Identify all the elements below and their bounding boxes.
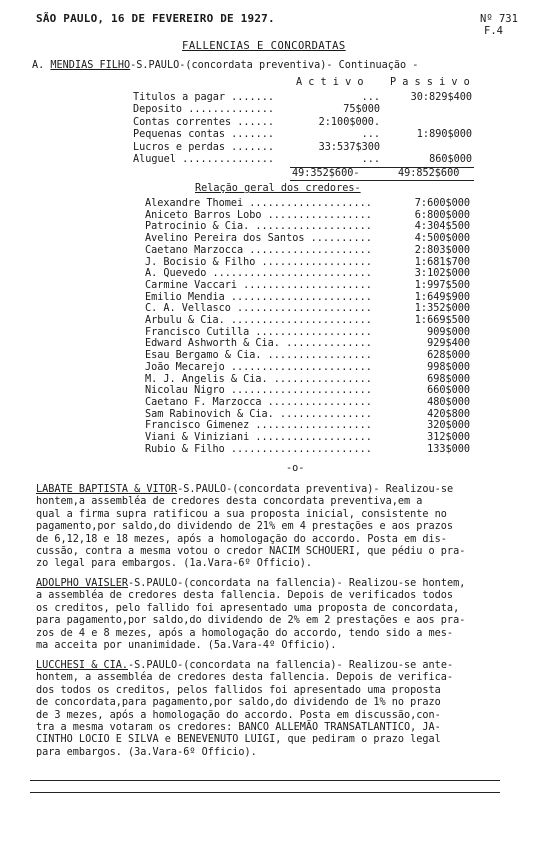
- creditor-value: 7:600$000: [414, 198, 470, 209]
- entry-line: [36, 660, 508, 672]
- creditor-value: 1:669$500: [414, 315, 470, 326]
- document-folio: F.4: [484, 25, 503, 37]
- entry-title-rest: -S.PAULO-(concordata preventiva)- Continuação -: [130, 60, 419, 71]
- creditor-value: 320$000: [427, 420, 470, 432]
- entry-line: cussão, contra a mesma votou o credor NACIM SCHOUERI, que pédiu o pra-: [36, 546, 466, 558]
- creditor-name: M. J. Angelis & Cia. ................: [145, 373, 372, 385]
- creditor-value: 1:352$000: [414, 303, 470, 315]
- column-header-passivo: P a s s i v o: [390, 77, 470, 88]
- balance-row-activo: ...: [361, 92, 380, 103]
- entry-paragraph: [36, 484, 508, 571]
- entry-line: [36, 484, 508, 496]
- creditor-value: 4:500$000: [414, 233, 470, 245]
- balance-row-label: Titulos a pagar .......: [133, 92, 275, 103]
- creditor-value: 660$000: [427, 385, 470, 397]
- creditor-value: 133$000: [427, 443, 470, 455]
- entry-line: [36, 578, 508, 590]
- entry-line: para pagamento,por saldo,do dividendo de 2% em 2 prestações e aos pra-: [36, 615, 466, 627]
- creditor-value: 6:800$000: [414, 209, 470, 221]
- balance-row-activo: 2:100$000.: [318, 116, 380, 128]
- creditor-name: Viani & Viniziani ...................: [145, 432, 372, 443]
- creditor-name: Avelino Pereira dos Santos ..........: [145, 233, 372, 245]
- creditor-name: Francisco Cutilla ...................: [145, 326, 372, 338]
- creditor-value: 698$000: [427, 373, 470, 385]
- balance-row-activo: 33:537$300: [318, 141, 380, 153]
- total-activo: 49:352$600-: [292, 168, 360, 179]
- creditor-name: Carmine Vaccari .....................: [145, 279, 372, 291]
- balance-row-passivo: 860$000: [429, 154, 472, 165]
- entry-line: de 6,12,18 e 18 mezes, após a homologação do accordo. Posta em dis-: [36, 533, 447, 545]
- entry-line: a assembléa de credores desta fallencia. Depois de verificados todos: [36, 590, 454, 602]
- total-divider: [290, 180, 474, 181]
- creditor-name: Esau Bergamo & Cia. .................: [145, 350, 372, 362]
- total-passivo: 49:852$600: [398, 168, 460, 179]
- section-title: FALLENCIAS E CONCORDATAS: [182, 40, 346, 52]
- balance-row-passivo: 1:890$000: [416, 129, 472, 141]
- creditor-name: Nicolau Nigro .......................: [145, 385, 372, 397]
- entry-line: qual a firma supra ratificou a sua proposta inicial, consistente no: [36, 508, 447, 520]
- creditor-value: 628$000: [427, 350, 470, 362]
- creditor-name: Francisco Gimenez ...................: [145, 420, 372, 432]
- creditor-value: 929$400: [427, 338, 470, 350]
- creditor-name: João Mecarejo .......................: [145, 361, 372, 373]
- balance-row-activo: 75$000: [343, 104, 380, 116]
- creditor-value: 1:681$700: [414, 256, 470, 268]
- creditor-value: 4:304$500: [414, 221, 470, 233]
- entry-line-text: -S.PAULO-(concordata na fallencia)- Realizou-se hontem,: [128, 578, 466, 589]
- entry-line: tra a mesma votaram os credores: BANCO ALLEMÃO TRANSATLANTICO, JA-: [36, 722, 441, 734]
- document-date: SÃO PAULO, 16 DE FEVEREIRO DE 1927.: [36, 12, 275, 25]
- creditor-value: 1:997$500: [414, 279, 470, 291]
- creditor-name: Alexandre Thomei ....................: [145, 198, 372, 209]
- entry-line: os creditos, pelo fallido foi apresentado uma proposta de concordata,: [36, 602, 460, 614]
- creditor-value: 312$000: [427, 432, 470, 443]
- creditor-value: 998$000: [427, 361, 470, 373]
- creditor-name: J. Bocisio & Filho ..................: [145, 256, 372, 268]
- entry-line: hontem, a assembléa de credores desta fallencia. Depois de verifica-: [36, 672, 454, 684]
- entry-line: para embargos. (3a.Vara-6º Officio).: [36, 746, 257, 758]
- document-number: Nº 731: [480, 13, 518, 25]
- creditor-name: A. Quevedo ..........................: [145, 268, 372, 280]
- entry-paragraph: [36, 578, 508, 652]
- balance-row-activo: ...: [361, 129, 380, 141]
- entry-line-text: -S.PAULO-(concordata preventiva)- Realizou-se: [177, 484, 454, 495]
- entry-line: pagamento,por saldo,do dividendo de 21% em 4 prestações e aos prazos: [36, 521, 454, 533]
- entry-paragraph: [36, 660, 508, 759]
- balance-row-label: Pequenas contas .......: [133, 129, 275, 141]
- creditor-name: Caetano Marzocca ....................: [145, 244, 372, 256]
- column-header-activo: A c t i v o: [296, 77, 364, 88]
- creditor-name: Emilio Mendia .......................: [145, 291, 372, 303]
- creditor-name: Sam Rabinovich & Cia. ...............: [145, 408, 372, 420]
- creditor-name: C. A. Vellasco ......................: [145, 303, 372, 315]
- balance-row-activo: ...: [361, 154, 380, 165]
- end-mark: -o-: [286, 463, 305, 474]
- entry-line: CINTHO LOCIO E SILVA e BENEVENUTO LUIGI, que pediram o prazo legal: [36, 734, 441, 746]
- entry-line: ma acceita por unanimidade. (5a.Vara-4º Officio).: [36, 640, 337, 652]
- entry-title-line: [32, 60, 418, 72]
- entry-title: LUCCHESI & CIA.: [36, 660, 129, 671]
- creditor-value: 1:649$900: [414, 291, 470, 303]
- entry-line: de 3 mezes, após a homologação do accordo. Posta em discussão,con-: [36, 709, 441, 721]
- entry-title-name: MENDIAS FILHO: [50, 60, 131, 71]
- entry-line: zo legal para embargos. (1a.Vara-6º Officio).: [36, 558, 313, 570]
- creditor-value: 3:102$000: [414, 268, 470, 280]
- entry-title-prefix: A.: [32, 60, 51, 71]
- creditor-value: 420$800: [427, 408, 470, 420]
- creditors-title: Relação geral dos credores-: [195, 183, 361, 194]
- balance-row-label: Aluguel ...............: [133, 154, 275, 165]
- creditor-value: 480$000: [427, 396, 470, 408]
- balance-row-label: Deposito ..............: [133, 104, 275, 116]
- creditor-value: 2:803$000: [414, 244, 470, 256]
- balance-row-label: Lucros e perdas .......: [133, 141, 275, 153]
- creditor-name: Caetano F. Marzocca .................: [145, 396, 372, 408]
- creditor-value: 909$000: [427, 326, 470, 338]
- entry-line: de concordata,para pagamento,por saldo,do dividendo de 1% no prazo: [36, 697, 441, 709]
- entry-line: hontem,a assembléa de credores desta concordata preventiva,em a: [36, 496, 423, 508]
- creditor-name: Arbulu & Cia. .......................: [145, 315, 372, 326]
- footer-rule-bottom: [30, 792, 500, 793]
- entry-title: ADOLPHO VAISLER: [36, 578, 129, 589]
- footer-rule-top: [30, 780, 500, 781]
- creditor-name: Rubio & Filho .......................: [145, 443, 372, 455]
- entry-line-text: -S.PAULO-(concordata na fallencia)- Realizou-se ante-: [128, 660, 454, 671]
- creditor-name: Patrocinio & Cia. ...................: [145, 221, 372, 233]
- entry-line: zos de 4 e 8 mezes, após a homologação do accordo, tendo sido a mes-: [36, 627, 454, 639]
- balance-row-passivo: 30:829$400: [410, 92, 472, 103]
- creditor-name: Aniceto Barros Lobo .................: [145, 209, 372, 221]
- entry-line: dos todos os creditos, pelos fallidos foi apresentado uma proposta: [36, 684, 441, 696]
- creditor-name: Edward Ashworth & Cia. ..............: [145, 338, 372, 350]
- entry-title: LABATE BAPTISTA & VITOR: [36, 484, 178, 495]
- balance-row-label: Contas correntes ......: [133, 116, 275, 128]
